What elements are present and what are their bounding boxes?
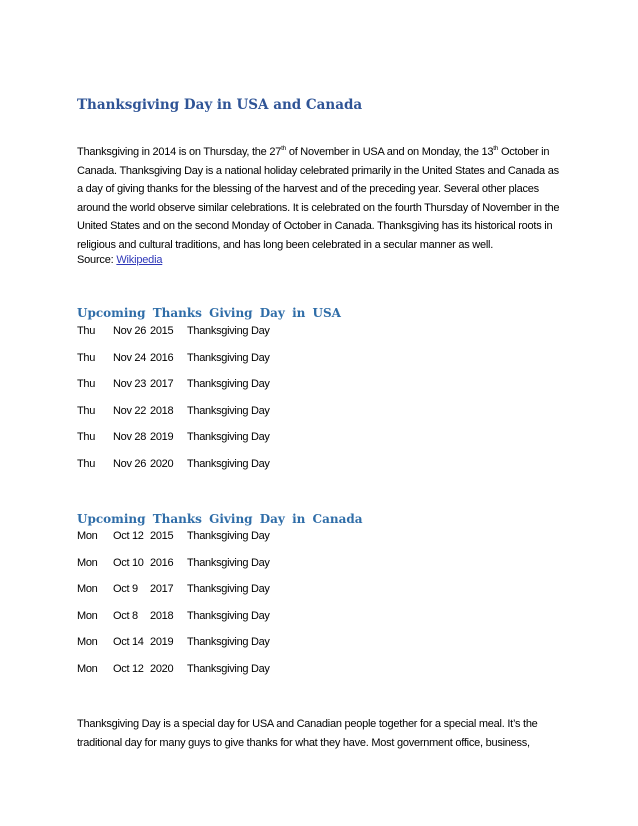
year-cell: 2016 xyxy=(150,556,174,569)
holiday-name-cell: Thanksgiving Day xyxy=(187,530,270,542)
year-cell: 2017 xyxy=(150,378,174,390)
document-title: Thanksgiving Day in USA and Canada xyxy=(77,97,363,113)
date-cell: Oct 9 xyxy=(113,583,138,595)
year-cell: 2020 xyxy=(150,457,174,470)
day-cell: Thu xyxy=(77,351,96,364)
intro-text-2: of November in USA and on Monday, the 13 xyxy=(286,146,494,158)
year-cell: 2019 xyxy=(150,636,174,648)
holiday-name-cell: Thanksgiving Day xyxy=(187,378,270,390)
year-cell: 2017 xyxy=(150,583,174,595)
year-cell: 2016 xyxy=(150,351,174,364)
year-cell: 2020 xyxy=(150,662,174,675)
day-cell: Mon xyxy=(77,530,98,542)
day-cell: Thu xyxy=(77,431,96,443)
day-cell: Mon xyxy=(77,583,98,595)
year-cell: 2015 xyxy=(150,530,174,542)
intro-text-1: Thanksgiving in 2014 is on Thursday, the 27 xyxy=(77,146,282,158)
ordinal-suffix-2: th xyxy=(493,145,499,152)
day-cell: Mon xyxy=(77,556,98,569)
holiday-name-cell: Thanksgiving Day xyxy=(187,609,270,622)
date-cell: Nov 28 xyxy=(113,431,147,443)
date-cell: Oct 8 xyxy=(113,609,138,622)
day-cell: Thu xyxy=(77,457,96,470)
date-cell: Oct 12 xyxy=(113,530,144,542)
source-line xyxy=(77,254,162,266)
day-cell: Thu xyxy=(77,325,96,337)
holiday-name-cell: Thanksgiving Day xyxy=(187,556,270,569)
holiday-name-cell: Thanksgiving Day xyxy=(187,636,270,648)
day-cell: Mon xyxy=(77,636,98,648)
date-cell: Nov 24 xyxy=(113,351,147,364)
year-cell: 2018 xyxy=(150,609,174,622)
date-cell: Nov 26 xyxy=(113,457,147,470)
closing-paragraph: Thanksgiving Day is a special day for USA and Canadian people together for a special meal. It’s the traditional day for many guys to give thanks for what they have. Most government office, business, xyxy=(77,718,538,749)
holiday-name-cell: Thanksgiving Day xyxy=(187,325,270,337)
canada-heading: Upcoming Thanks Giving Day in Canada xyxy=(77,512,363,526)
date-cell: Nov 23 xyxy=(113,378,147,390)
year-cell: 2015 xyxy=(150,325,174,337)
date-cell: Oct 10 xyxy=(113,556,144,569)
year-cell: 2018 xyxy=(150,404,174,417)
source-label: Source: xyxy=(77,254,117,266)
intro-text-3: October in Canada. Thanksgiving Day is a national holiday celebrated primarily in the United States and Canada as a day of giving thanks for the blessing of the harvest and of the preceding year. Several other places around the world observe similar celebrations. It is celebrated on the fourth Thursday of November in the United States and on the second Monday of October in Canada. Thanksgiving has its historical roots in religious and cultural traditions, and has long been celebrated in a secular manner as well. xyxy=(77,146,560,251)
holiday-name-cell: Thanksgiving Day xyxy=(187,583,270,595)
date-cell: Nov 26 xyxy=(113,325,147,337)
year-cell: 2019 xyxy=(150,431,174,443)
date-cell: Oct 14 xyxy=(113,636,144,648)
day-cell: Thu xyxy=(77,404,96,417)
date-cell: Nov 22 xyxy=(113,404,147,417)
holiday-name-cell: Thanksgiving Day xyxy=(187,351,270,364)
date-cell: Oct 12 xyxy=(113,662,144,675)
holiday-name-cell: Thanksgiving Day xyxy=(187,431,270,443)
usa-heading: Upcoming Thanks Giving Day in USA xyxy=(77,306,341,320)
holiday-name-cell: Thanksgiving Day xyxy=(187,662,270,675)
day-cell: Mon xyxy=(77,609,98,622)
holiday-name-cell: Thanksgiving Day xyxy=(187,404,270,417)
wikipedia-link[interactable]: Wikipedia xyxy=(116,254,163,266)
intro-paragraph xyxy=(77,143,567,254)
day-cell: Mon xyxy=(77,662,98,675)
ordinal-suffix-1: th xyxy=(281,145,287,152)
day-cell: Thu xyxy=(77,378,96,390)
holiday-name-cell: Thanksgiving Day xyxy=(187,457,270,470)
